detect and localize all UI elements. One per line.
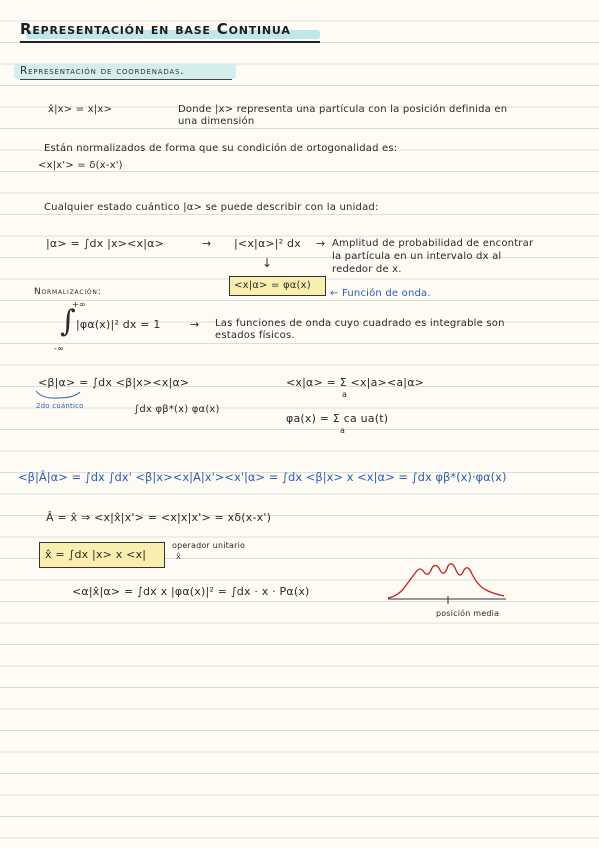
unitary-operator-note: operador unitario — [172, 541, 246, 550]
arrow-right-icon: → — [190, 318, 200, 331]
inner-product-wavefn-eq: ∫dx φβ*(x) φα(x) — [134, 404, 220, 415]
arrow-right-icon: → — [316, 237, 326, 250]
section-subtitle: Representación de coordenadas. — [20, 65, 185, 77]
integral-sign-icon: ∫ — [60, 304, 76, 339]
title-underline — [20, 41, 320, 43]
mean-position-label: posición media — [436, 609, 500, 618]
any-state-text: Cualquier estado cuántico |α> se puede describir con la unidad: — [44, 202, 379, 213]
arrow-right-icon: → — [202, 237, 212, 250]
normalization-desc-2: estados físicos. — [215, 330, 295, 341]
probability-density: |<x|α>|² dx — [234, 237, 301, 250]
position-eigen-eq: x̂|x> = x|x> — [48, 104, 113, 115]
normalization-eq: |φα(x)|² dx = 1 — [76, 318, 161, 331]
amplitude-desc-2: la partícula en un intervalo dx al — [332, 251, 502, 262]
expansion-sum-eq: <x|α> = Σ <x|a><a|α> — [286, 376, 425, 389]
page-title: Representación en base Continua — [20, 20, 291, 38]
position-operator-def: x̂ = ∫dx |x> x <x| — [45, 548, 147, 561]
unitary-operator-symbol: x̂ — [176, 552, 181, 561]
inner-product-eq: <β|α> = ∫dx <β|x><x|α> — [38, 376, 190, 389]
position-desc-line2: una dimensión — [178, 116, 255, 127]
normalization-desc-1: Las funciones de onda cuyo cuadrado es integrable son — [215, 318, 505, 329]
amplitude-desc-3: rededor de x. — [332, 264, 402, 275]
sum-index: a — [340, 426, 346, 435]
operator-matrix-eq: <β|Â|α> = ∫dx ∫dx' <β|x><x|A|x'><x'|α> = ∫dx <β|x> x <x|α> = ∫dx φβ*(x)·φα(x) — [18, 470, 507, 484]
subtitle-underline — [20, 79, 232, 80]
integral-lower-limit: -∞ — [54, 344, 64, 353]
note-curve — [34, 389, 84, 403]
amplitude-desc-1: Amplitud de probabilidad de encontrar — [332, 238, 534, 249]
sum-index: a — [342, 390, 348, 399]
second-quantum-note: 2do cuántico — [36, 402, 84, 410]
normalization-label: Normalización: — [34, 287, 102, 297]
wavefn-sum-eq: φa(x) = Σ ca ua(t) — [286, 412, 389, 425]
ortho-eq: <x|x'> = δ(x-x') — [38, 160, 123, 171]
expectation-eq: <α|x̂|α> = ∫dx x |φα(x)|² = ∫dx · x · Pα(x) — [72, 585, 310, 598]
wavefunction-label: ← Función de onda. — [330, 288, 431, 299]
probability-distribution-sketch — [386, 558, 508, 608]
arrow-down-icon: ↓ — [262, 256, 273, 270]
position-operator-eq: Â = x̂ ⇒ <x|x̂|x'> = <x|x|x'> = xδ(x-x') — [46, 511, 272, 524]
integral-upper-limit: +∞ — [72, 300, 86, 309]
ortho-text: Están normalizados de forma que su condición de ortogonalidad es: — [44, 143, 398, 154]
expansion-eq: |α> = ∫dx |x><x|α> — [46, 237, 165, 250]
position-desc-line1: Donde |x> representa una partícula con la posición definida en — [178, 104, 508, 115]
wavefunction-eq: <x|α> = φα(x) — [234, 280, 311, 291]
